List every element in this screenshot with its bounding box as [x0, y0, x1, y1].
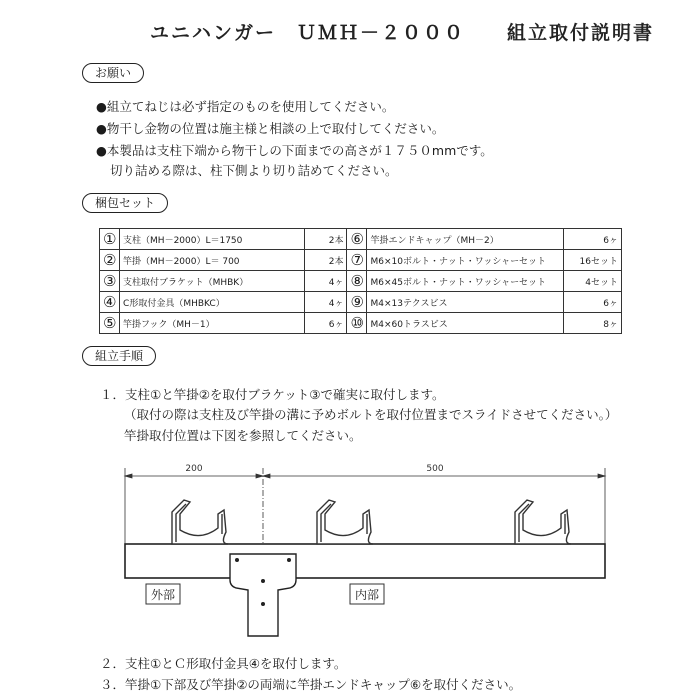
part-qty: 4ヶ [305, 292, 347, 313]
hook-right [515, 500, 571, 544]
table-row [100, 292, 622, 313]
table-row [100, 250, 622, 271]
section-label-package: 梱包セット [82, 193, 168, 213]
hook-center [317, 500, 373, 544]
part-qty: 6ヶ [563, 292, 621, 313]
request-line-4: 切り詰める際は、柱下側より切り詰めてください。 [110, 163, 398, 178]
part-number: ⑦ [347, 250, 367, 271]
part-number: ⑥ [347, 229, 367, 250]
part-qty: 2本 [305, 229, 347, 250]
table-row [100, 229, 622, 250]
section-label-request: お願い [82, 63, 144, 83]
document-title: ユニハンガー ＵＭＨ－２０００ 組立取付説明書 [150, 22, 655, 44]
request-line-2: ●物干し金物の位置は施主様と相談の上で取付してください。 [96, 121, 445, 136]
part-qty: 6ヶ [563, 229, 621, 250]
part-name: 支柱（MH－2000）L＝1750 [120, 229, 305, 250]
table-row [100, 271, 622, 292]
hook-left [172, 500, 228, 544]
part-name: 竿掛（MH－2000）L＝ 700 [120, 250, 305, 271]
part-number: ② [100, 250, 120, 271]
part-qty: 4セット [563, 271, 621, 292]
mounting-position-drawing [110, 458, 630, 643]
bracket [230, 554, 296, 636]
part-qty: 8ヶ [563, 313, 621, 334]
part-number: ① [100, 229, 120, 250]
table-row [100, 313, 622, 334]
label-outer: 外部 [150, 588, 176, 602]
part-number: ⑤ [100, 313, 120, 334]
part-qty: 2本 [305, 250, 347, 271]
part-name: 竿掛エンドキャップ（MH－2） [367, 229, 563, 250]
part-name: 支柱取付ブラケット（MHBK） [120, 271, 305, 292]
part-qty: 4ヶ [305, 271, 347, 292]
part-qty: 16セット [563, 250, 621, 271]
request-line-3: ●本製品は支柱下端から物干しの下面までの高さが１７５０mmです。 [96, 143, 493, 158]
dimension-right: 500 [426, 464, 444, 474]
dimension-left: 200 [185, 464, 203, 474]
section-label-assembly: 組立手順 [82, 346, 156, 366]
part-name: M4×13テクスビス [367, 292, 563, 313]
label-inner: 内部 [354, 588, 380, 602]
part-name: 竿掛フック（MH－1） [120, 313, 305, 334]
part-number: ⑧ [347, 271, 367, 292]
part-name: M6×45ボルト・ナット・ワッシャーセット [367, 271, 563, 292]
step-1-line-1: １．支柱①と竿掛②を取付ブラケット③で確実に取付します。 [100, 387, 445, 402]
part-name: M6×10ボルト・ナット・ワッシャーセット [367, 250, 563, 271]
step-3: ３．竿掛①下部及び竿掛②の両端に竿掛エンドキャップ⑥を取付ください。 [100, 677, 522, 692]
part-number: ④ [100, 292, 120, 313]
parts-table [99, 228, 622, 334]
request-line-1: ●組立てねじは必ず指定のものを使用してください。 [96, 99, 395, 114]
part-name: C形取付金具（MHBKC） [120, 292, 305, 313]
part-name: M4×60トラスビス [367, 313, 563, 334]
part-qty: 6ヶ [305, 313, 347, 334]
step-1-line-3: 竿掛取付位置は下図を参照してください。 [124, 428, 362, 443]
step-1-line-2: （取付の際は支柱及び竿掛の溝に予めボルトを取付位置までスライドさせてください。） [124, 407, 618, 422]
beam [125, 544, 605, 578]
step-2: ２．支柱①とＣ形取付金具④を取付します。 [100, 656, 347, 671]
part-number: ⑩ [347, 313, 367, 334]
part-number: ③ [100, 271, 120, 292]
part-number: ⑨ [347, 292, 367, 313]
